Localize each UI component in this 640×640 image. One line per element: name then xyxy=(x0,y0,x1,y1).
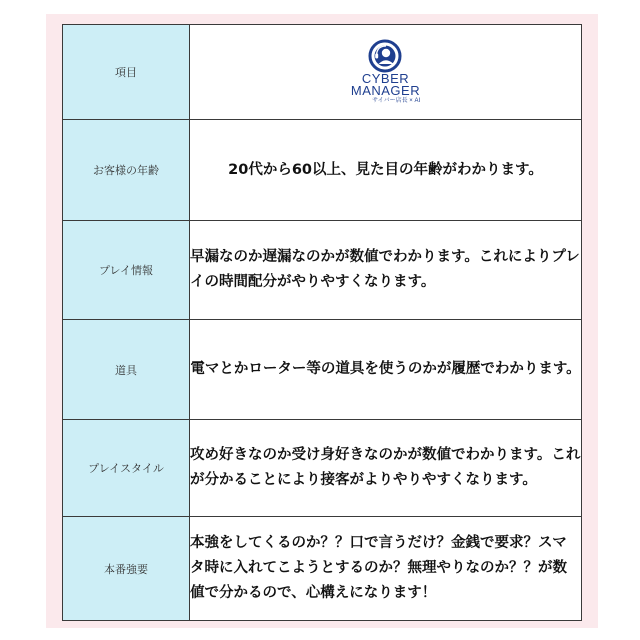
row-value-play-info xyxy=(190,221,582,320)
row-text: 本強をしてくるのか？？口で言うだけ？金銭で要求？スマタ時に入れてこようとするのか？無理やりなのか？？が数値で分かるので、心構えになります！ xyxy=(190,535,567,601)
logo-text-line2: MANAGER xyxy=(350,83,421,98)
row-value-pressure xyxy=(190,517,582,621)
logo-cell xyxy=(190,25,582,120)
table-row xyxy=(63,320,582,420)
table-header-row xyxy=(63,25,582,120)
cyber-manager-logo xyxy=(351,39,420,105)
table-row xyxy=(63,221,582,320)
row-text: 電マとかローター等の道具を使うのかが履歴でわかります。 xyxy=(190,361,581,377)
row-label-play-info: プレイ情報 xyxy=(63,221,190,320)
row-text: 20代から60以上、見た目の年齢がわかります。 xyxy=(228,161,543,178)
row-label-age: お客様の年齢 xyxy=(63,120,190,221)
table-row xyxy=(63,517,582,621)
table-row xyxy=(63,120,582,221)
header-label: 項目 xyxy=(63,25,190,120)
row-text: 攻め好きなのか受け身好きなのかが数値でわかります。これが分かることにより接客がよりやりやすくなります。 xyxy=(190,447,581,488)
row-text: 早漏なのか遅漏なのかが数値でわかります。これによりプレイの時間配分がやりやすくなります。 xyxy=(190,249,580,290)
headset-person-icon xyxy=(368,39,402,73)
row-label-pressure: 本番強要 xyxy=(63,517,190,621)
row-label-tools: 道具 xyxy=(63,320,190,420)
logo-subtitle: サイバー店長 × AI xyxy=(372,98,421,104)
row-value-play-style xyxy=(190,420,582,517)
row-label-play-style: プレイスタイル xyxy=(63,420,190,517)
row-value-tools xyxy=(190,320,582,420)
logo-text-line1: CYBER xyxy=(361,71,410,86)
table-row xyxy=(63,420,582,517)
row-value-age xyxy=(190,120,582,221)
feature-table xyxy=(62,24,582,621)
